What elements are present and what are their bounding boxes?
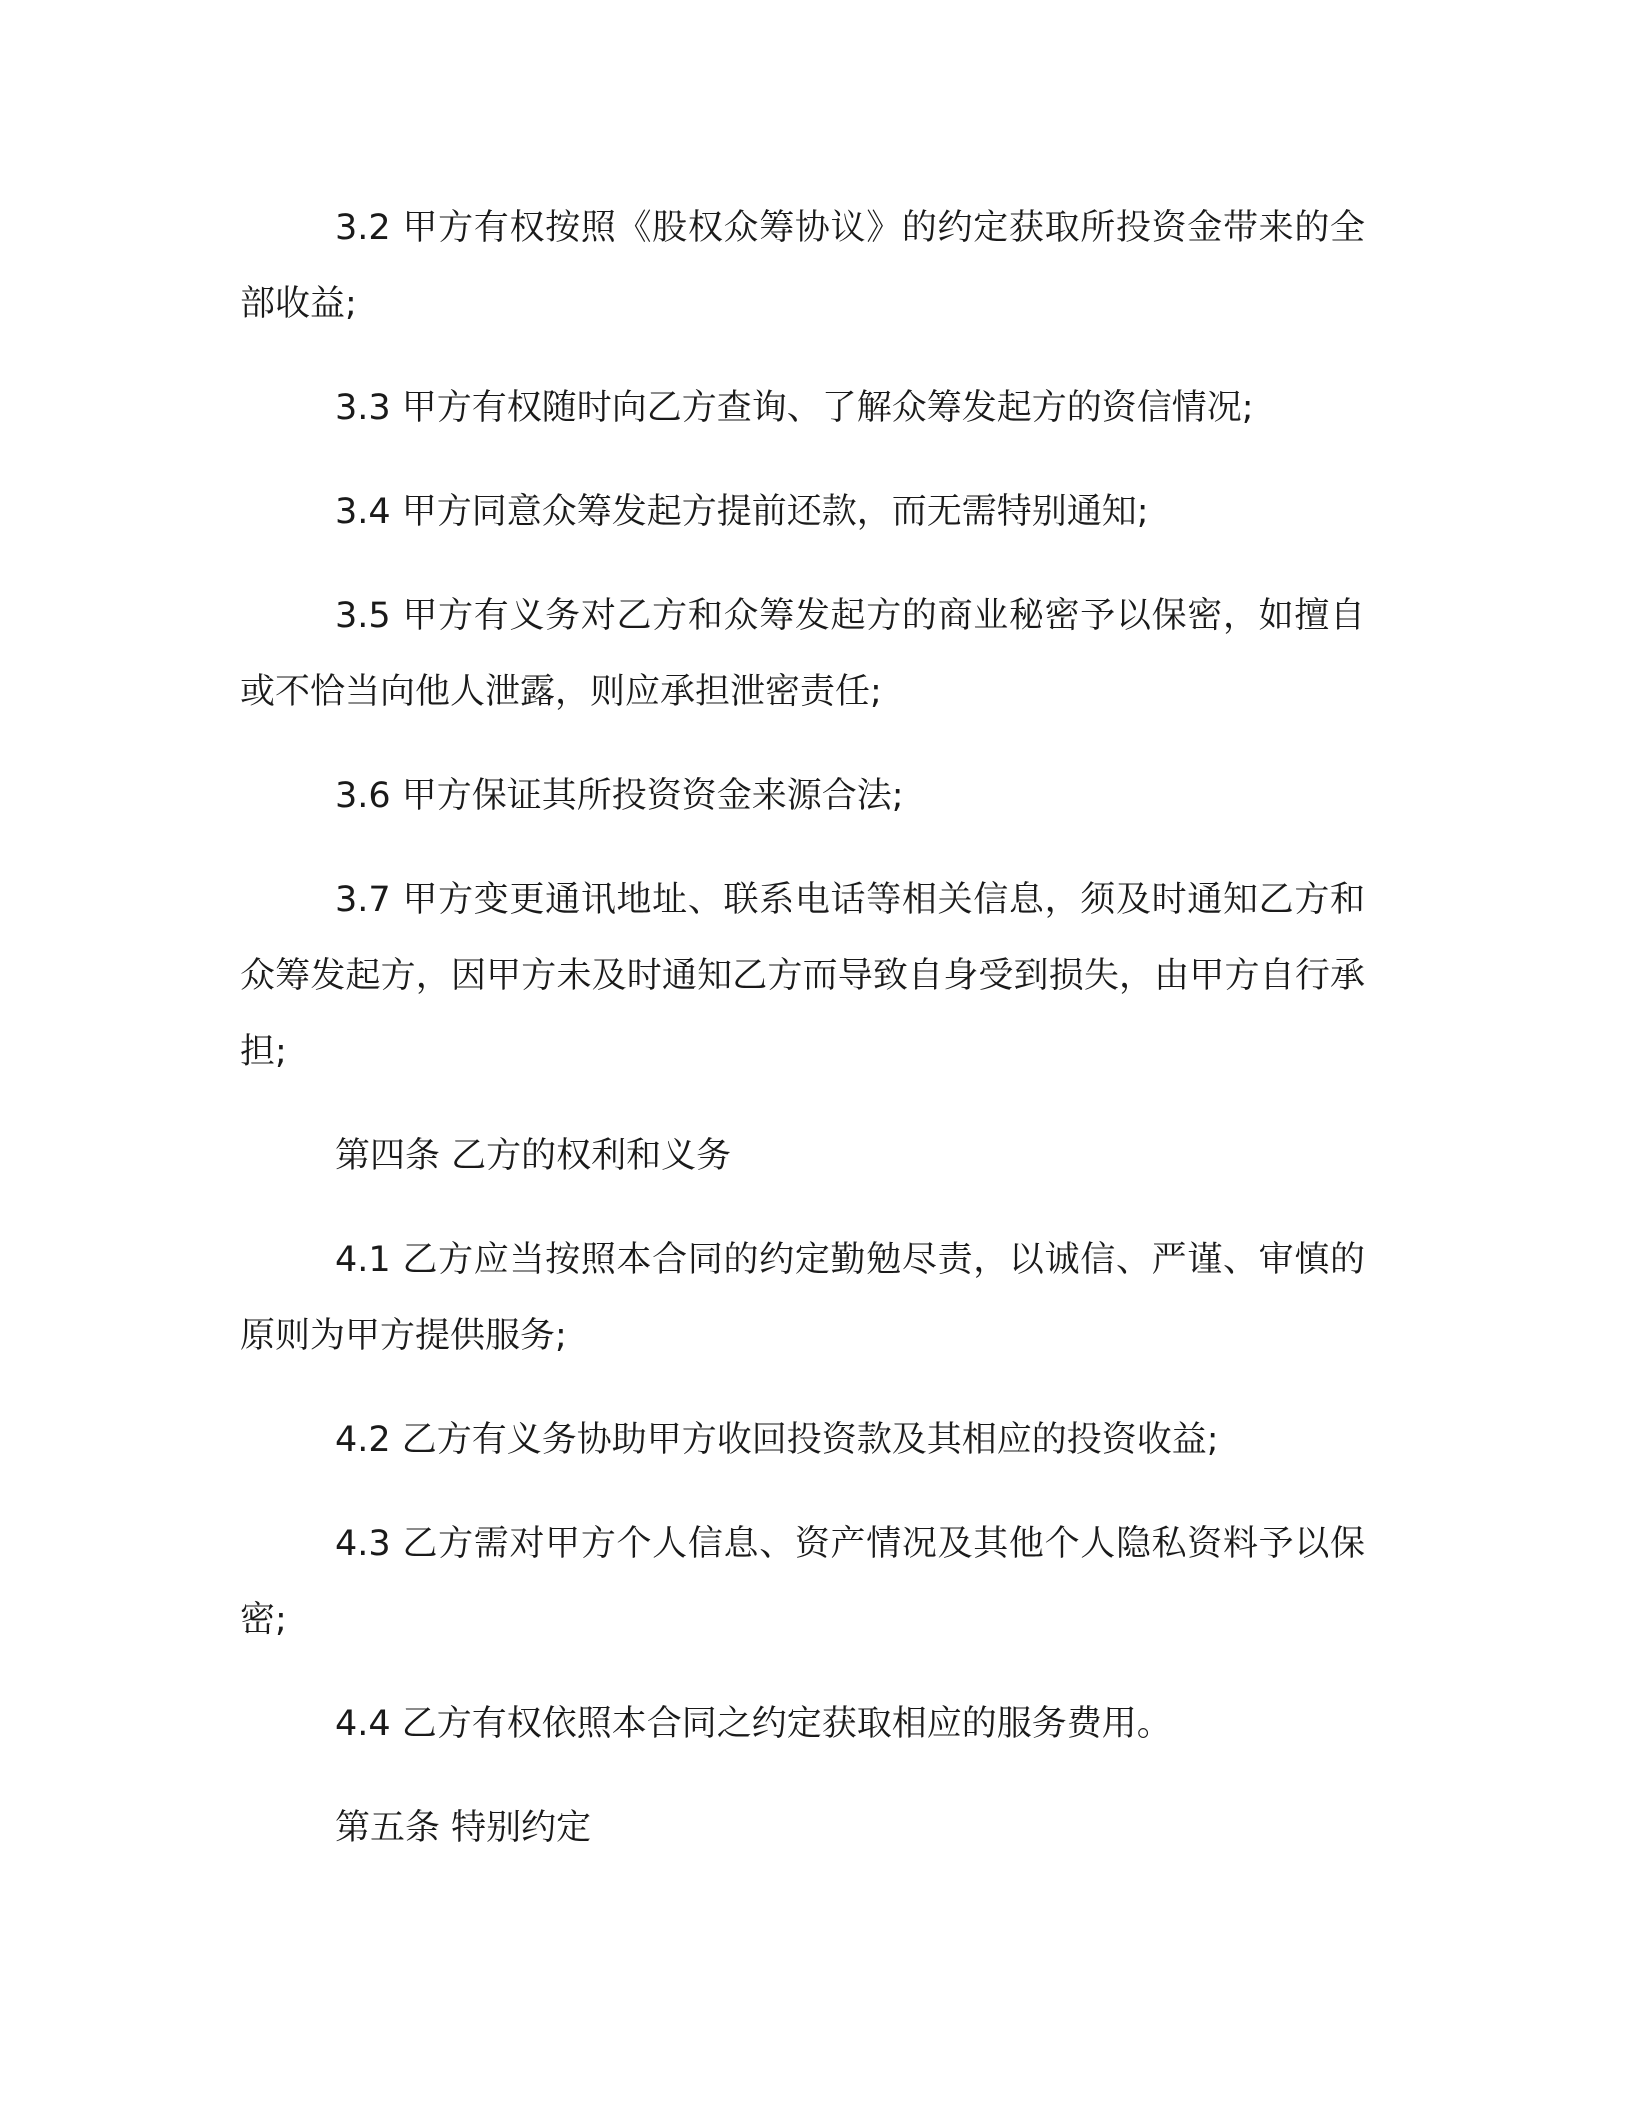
clause-3-3: 3.3 甲方有权随时向乙方查询、了解众筹发起方的资信情况; — [335, 388, 1254, 428]
clause-4-3: 4.3 乙方需对甲方个人信息、资产情况及其他个人隐私资料予以保密; — [240, 1524, 1365, 1640]
article-4-heading: 第四条 乙方的权利和义务 — [335, 1136, 732, 1176]
clause-3-2: 3.2 甲方有权按照《股权众筹协议》的约定获取所投资金带来的全部收益; — [240, 208, 1365, 324]
clause-3-7: 3.7 甲方变更通讯地址、联系电话等相关信息，须及时通知乙方和众筹发起方，因甲方未及时通知乙方而导致自身受到损失，由甲方自行承担; — [240, 880, 1365, 1072]
clause-4-4: 4.4 乙方有权依照本合同之约定获取相应的服务费用。 — [335, 1704, 1172, 1744]
document-body — [240, 190, 1365, 1894]
clause-3-4: 3.4 甲方同意众筹发起方提前还款，而无需特别通知; — [335, 492, 1149, 532]
clause-3-6: 3.6 甲方保证其所投资资金来源合法; — [335, 776, 904, 816]
clause-3-5: 3.5 甲方有义务对乙方和众筹发起方的商业秘密予以保密，如擅自或不恰当向他人泄露，则应承担泄密责任; — [240, 596, 1365, 712]
clause-4-2: 4.2 乙方有义务协助甲方收回投资款及其相应的投资收益; — [335, 1420, 1219, 1460]
clause-4-1: 4.1 乙方应当按照本合同的约定勤勉尽责，以诚信、严谨、审慎的原则为甲方提供服务; — [240, 1240, 1365, 1356]
article-5-heading: 第五条 特别约定 — [335, 1808, 592, 1848]
